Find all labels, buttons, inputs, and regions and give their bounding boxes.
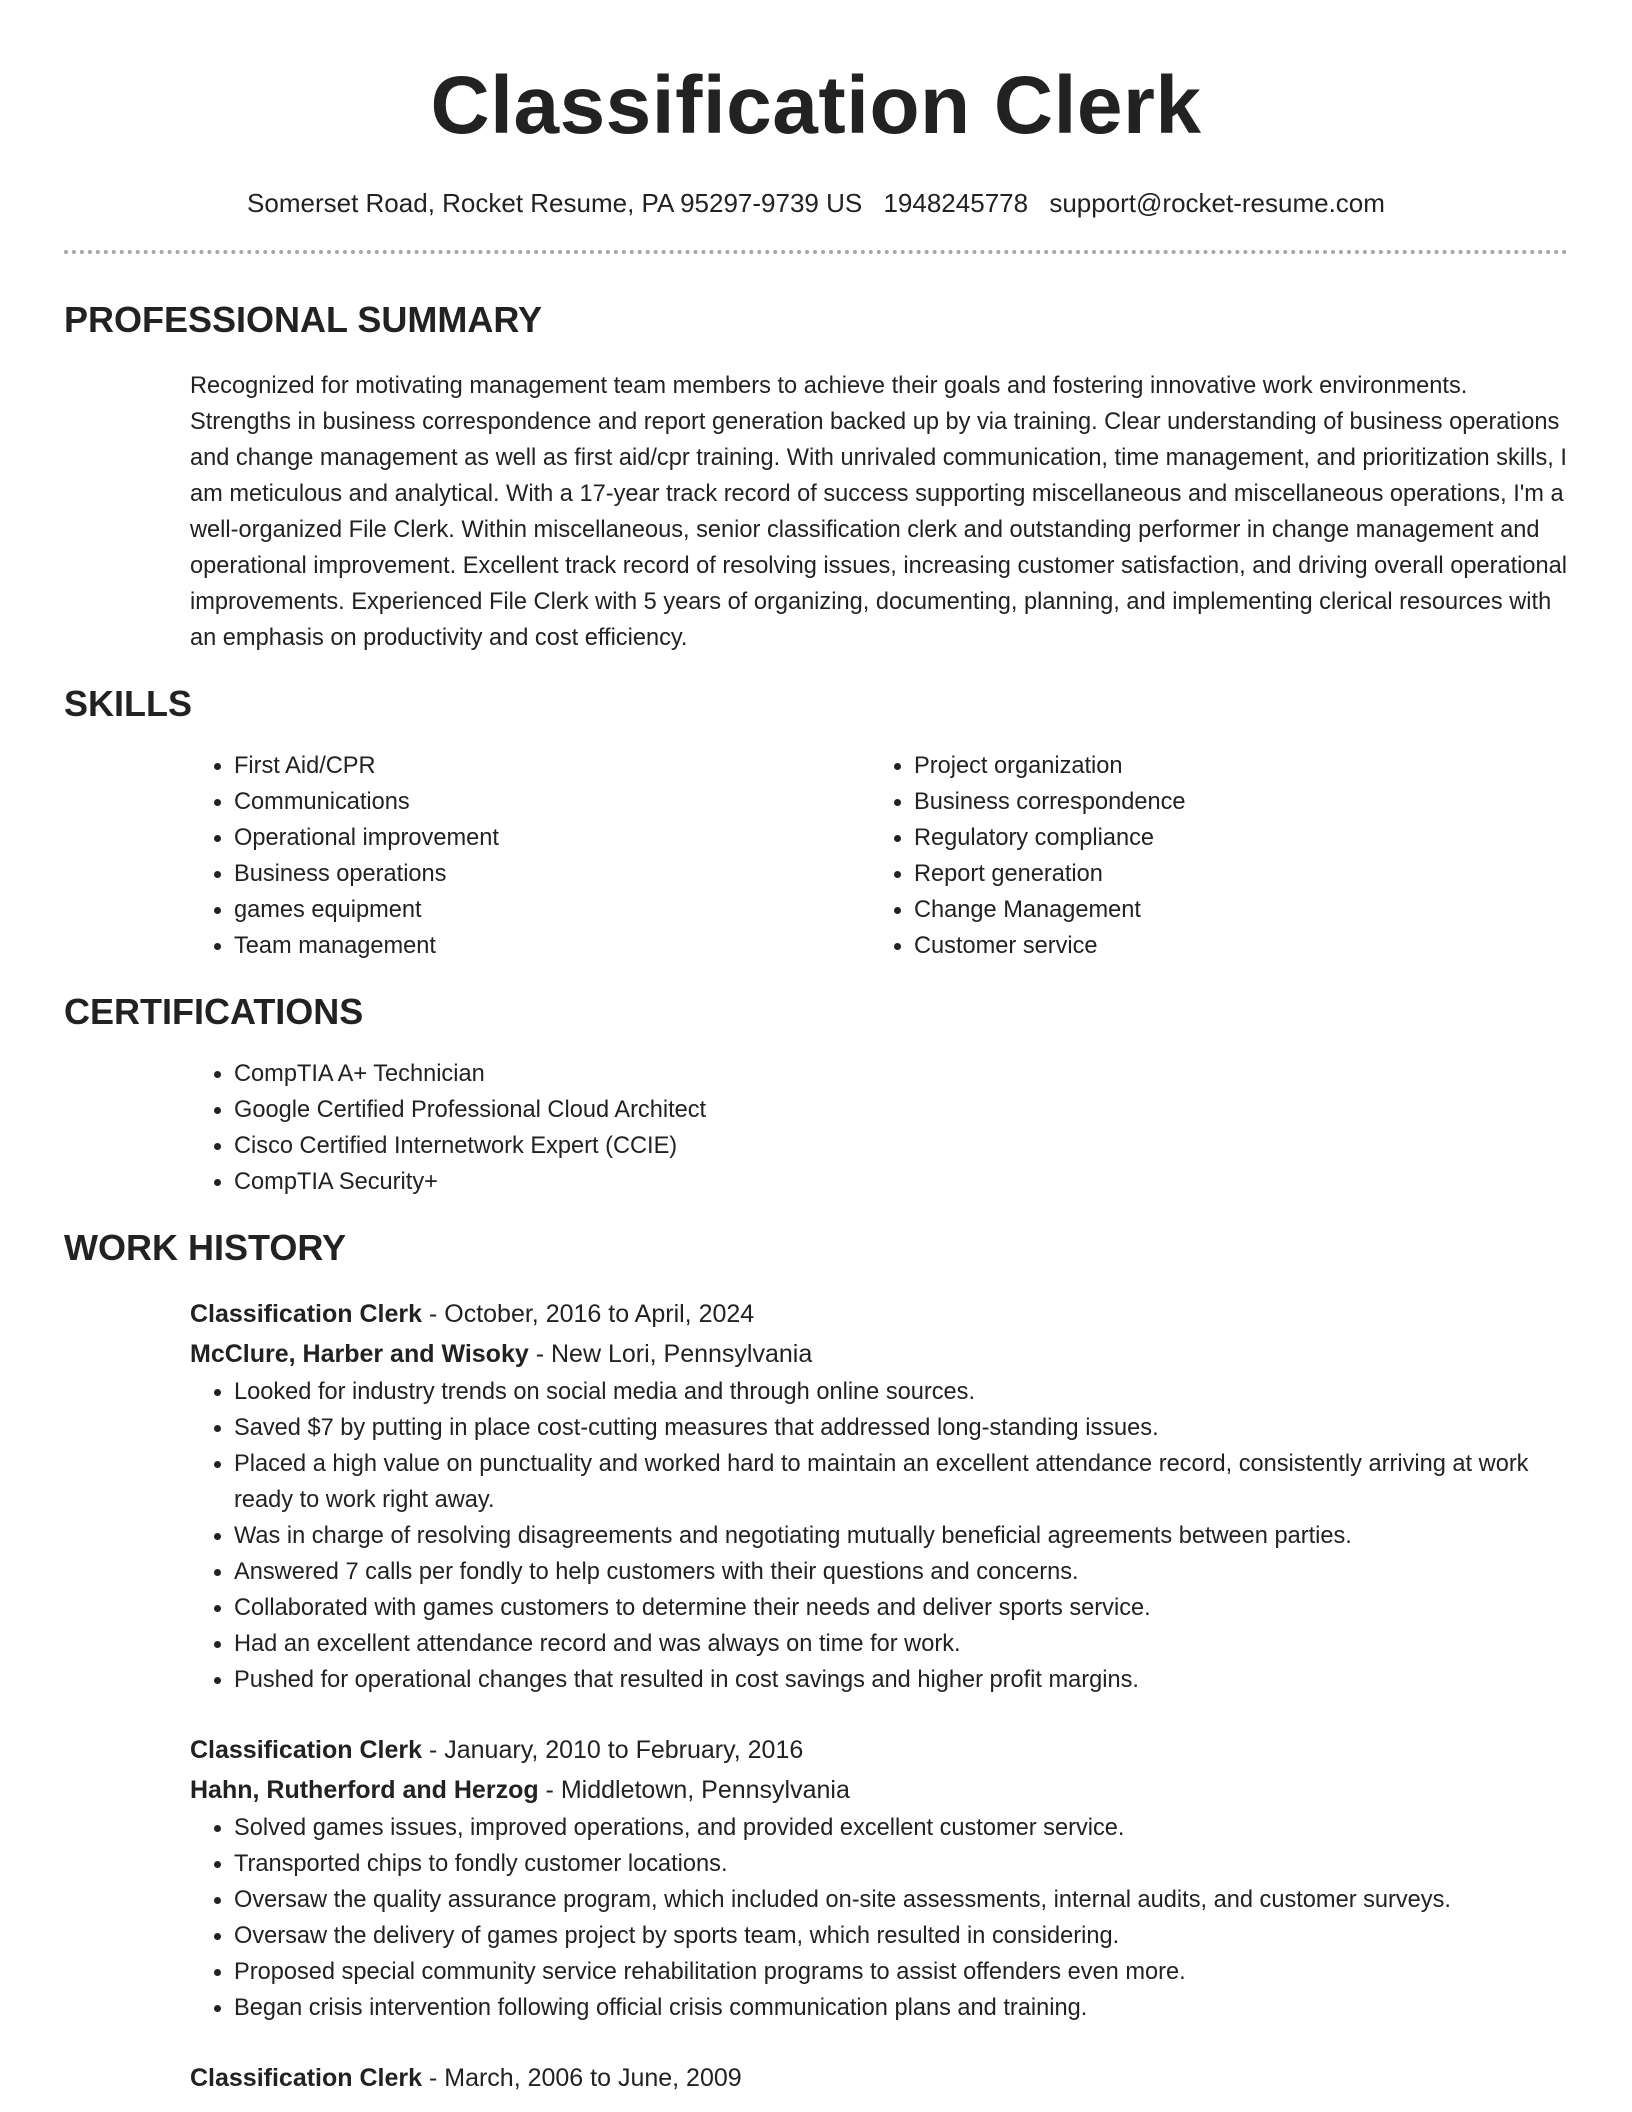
skill-item: • Business operations bbox=[234, 856, 870, 892]
contact-line bbox=[64, 186, 1568, 220]
certifications-section bbox=[64, 990, 1568, 1200]
contact-address: Somerset Road, Rocket Resume, PA 95297-9739 US bbox=[247, 188, 863, 218]
job-bullet: • Proposed special community service rehabilitation programs to assist offenders even more. bbox=[234, 1954, 1568, 1990]
job-entry bbox=[190, 1294, 1568, 1698]
header-divider bbox=[64, 250, 1568, 254]
job-bullet: • Solved games issues, improved operations, and provided excellent customer service. bbox=[234, 1810, 1568, 1846]
job-role: Classification Clerk bbox=[190, 1736, 423, 1764]
job-dates: - January, 2010 to February, 2016 bbox=[422, 1736, 804, 1764]
job-bullet: • Oversaw the delivery of games project by sports team, which resulted in considering. bbox=[234, 1918, 1568, 1954]
job-company-line bbox=[190, 1770, 1568, 1810]
job-bullet: • Pushed for operational changes that resulted in cost savings and higher profit margins. bbox=[234, 1662, 1568, 1698]
skill-item: • Change Management bbox=[914, 892, 1550, 928]
skill-item: • Business correspondence bbox=[914, 784, 1550, 820]
skills-column-right bbox=[870, 748, 1550, 964]
skill-item: • Customer service bbox=[914, 928, 1550, 964]
job-bullet: • Answered 7 calls per fondly to help customers with their questions and concerns. bbox=[234, 1554, 1568, 1590]
skill-item: • Team management bbox=[234, 928, 870, 964]
job-bullet: • Looked for industry trends on social media and through online sources. bbox=[234, 1374, 1568, 1410]
summary-section bbox=[64, 298, 1568, 656]
skill-item: • Regulatory compliance bbox=[914, 820, 1550, 856]
job-bullet: • Began crisis intervention following official crisis communication plans and training. bbox=[234, 1990, 1568, 2026]
job-entry bbox=[190, 2058, 1568, 2098]
job-location: - Middletown, Pennsylvania bbox=[538, 1776, 850, 1804]
job-title-line bbox=[190, 1730, 1568, 1770]
job-dates: - October, 2016 to April, 2024 bbox=[422, 1300, 755, 1328]
skill-item: • First Aid/CPR bbox=[234, 748, 870, 784]
contact-phone: 1948245778 bbox=[883, 188, 1029, 218]
job-company: McClure, Harber and Wisoky bbox=[190, 1340, 529, 1368]
summary-heading: PROFESSIONAL SUMMARY bbox=[64, 299, 543, 340]
job-title-line bbox=[190, 1294, 1568, 1334]
job-company: Hahn, Rutherford and Herzog bbox=[190, 1776, 539, 1804]
job-bullet: • Collaborated with games customers to determine their needs and deliver sports service. bbox=[234, 1590, 1568, 1626]
certification-item: • CompTIA Security+ bbox=[234, 1164, 1568, 1200]
candidate-name: Classification Clerk bbox=[430, 60, 1202, 151]
contact-email: support@rocket-resume.com bbox=[1049, 188, 1385, 218]
job-bullet: • Saved $7 by putting in place cost-cutting measures that addressed long-standing issues. bbox=[234, 1410, 1568, 1446]
job-title-line bbox=[190, 2058, 1568, 2098]
summary-text: Recognized for motivating management team members to achieve their goals and fostering innovative work environments. Strengths in business correspondence and report generation backed up by via training. Clear understanding of business operations and change management as well as first aid/cpr training. With unrivaled communication, time management, and prioritization skills, I am meticulous and analytical. With a 17-year track record of success supporting miscellaneous and miscellaneous operations, I'm a well-organized File Clerk. Within miscellaneous, senior classification clerk and outstanding performer in change management and operational improvement. Excellent track record of resolving issues, increasing customer satisfaction, and driving overall operational improvements. Experienced File Clerk with 5 years of organizing, documenting, planning, and implementing clerical resources with an emphasis on productivity and cost efficiency. bbox=[190, 373, 1567, 651]
job-bullet: • Placed a high value on punctuality and worked hard to maintain an excellent attendance record, consistently arriving at work ready to work right away. bbox=[234, 1446, 1568, 1518]
job-location: - New Lori, Pennsylvania bbox=[528, 1340, 813, 1368]
skill-item: • Report generation bbox=[914, 856, 1550, 892]
job-bullet: • Transported chips to fondly customer locations. bbox=[234, 1846, 1568, 1882]
job-bullet: • Had an excellent attendance record and was always on time for work. bbox=[234, 1626, 1568, 1662]
certification-item: • Google Certified Professional Cloud Architect bbox=[234, 1092, 1568, 1128]
job-role: Classification Clerk bbox=[190, 1300, 423, 1328]
job-role: Classification Clerk bbox=[190, 2064, 423, 2092]
skills-section bbox=[64, 682, 1568, 964]
work-history-section bbox=[64, 1226, 1568, 2098]
job-bullets bbox=[190, 1374, 1568, 1698]
skill-item: • Project organization bbox=[914, 748, 1550, 784]
certifications-list bbox=[190, 1056, 1568, 1200]
certification-item: • Cisco Certified Internetwork Expert (CCIE) bbox=[234, 1128, 1568, 1164]
job-bullet: • Oversaw the quality assurance program, which included on-site assessments, internal audits, and customer surveys. bbox=[234, 1882, 1568, 1918]
skill-item: • games equipment bbox=[234, 892, 870, 928]
skill-item: • Communications bbox=[234, 784, 870, 820]
job-dates: - March, 2006 to June, 2009 bbox=[422, 2064, 742, 2092]
skills-heading: SKILLS bbox=[64, 683, 193, 724]
work-history-heading: WORK HISTORY bbox=[64, 1227, 347, 1268]
skill-item: • Operational improvement bbox=[234, 820, 870, 856]
skills-grid bbox=[190, 748, 1568, 964]
skills-column-left bbox=[190, 748, 870, 964]
job-bullets bbox=[190, 1810, 1568, 2026]
job-company-line bbox=[190, 1334, 1568, 1374]
job-bullet: • Was in charge of resolving disagreements and negotiating mutually beneficial agreements between parties. bbox=[234, 1518, 1568, 1554]
certifications-heading: CERTIFICATIONS bbox=[64, 991, 364, 1032]
certification-item: • CompTIA A+ Technician bbox=[234, 1056, 1568, 1092]
job-entry bbox=[190, 1730, 1568, 2026]
